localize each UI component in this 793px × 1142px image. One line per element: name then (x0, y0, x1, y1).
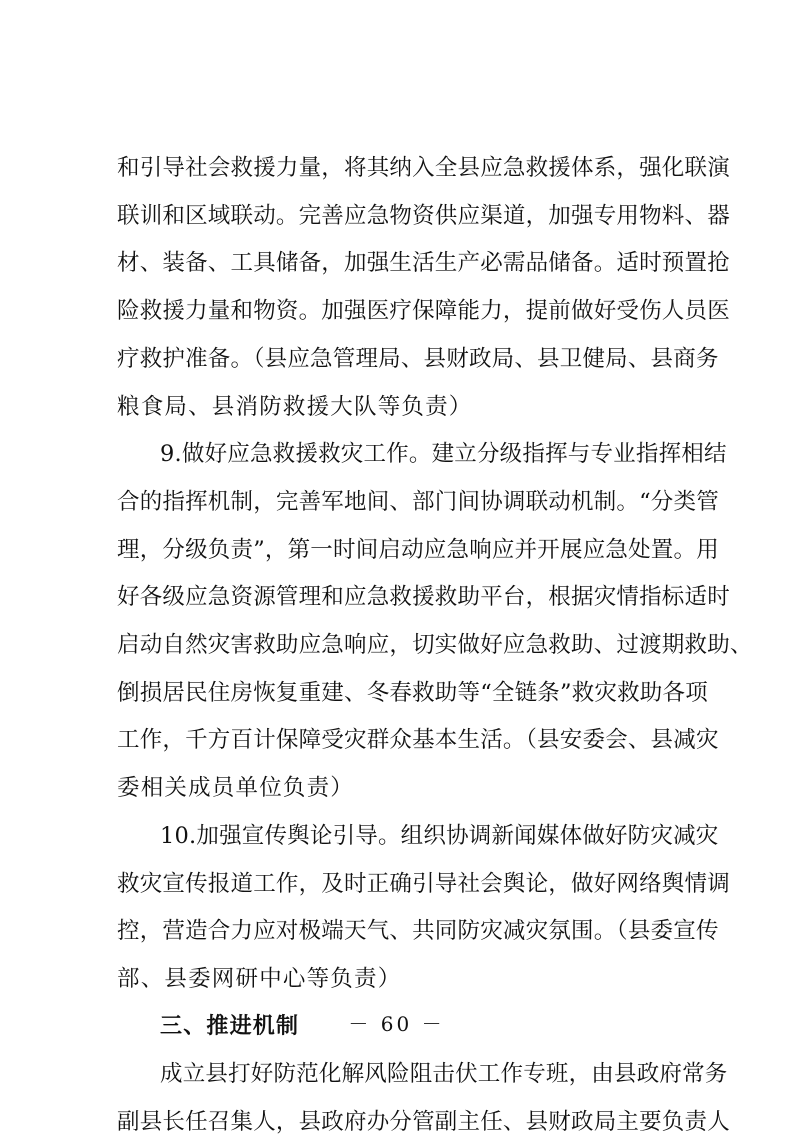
text-line: 成立县打好防范化解风险阻击伏工作专班，由县政府常务 (160, 1061, 728, 1087)
paragraph-item-10: 10.加强宣传舆论引导。组织协调新闻媒体做好防灾减灾 (160, 823, 719, 849)
text-line: 控，营造合力应对极端天气、共同防灾减灾氛围。（县委宣传 (117, 918, 719, 944)
text-line: 工作，千方百计保障受灾群众基本生活。（县安委会、县减灾 (117, 727, 719, 753)
text-line: 联训和区域联动。完善应急物资供应渠道，加强专用物料、器 (117, 203, 730, 229)
text-line: 理，分级负责”，第一时间启动应急响应并开展应急处置。用 (117, 537, 719, 563)
text-line: 和引导社会救援力量，将其纳入全县应急救援体系，强化联演 (117, 155, 730, 181)
text-line: 启动自然灾害救助应急响应，切实做好应急救助、过渡期救助、 (117, 632, 753, 658)
text-line: 险救援力量和物资。加强医疗保障能力，提前做好受伤人员医 (117, 298, 730, 324)
text-line: 部、县委网研中心等负责） (117, 966, 402, 992)
text-line: 粮食局、县消防救援大队等负责） (117, 394, 473, 420)
text-line: 委相关成员单位负责） (117, 775, 355, 801)
text-line: 倒损居民住房恢复重建、冬春救助等“全链条”救灾救助各项 (117, 680, 708, 706)
text-line: 副县长任召集人，县政府办分管副主任、县财政局主要负责人 (117, 1109, 730, 1135)
page-number: － 60 － (348, 1012, 445, 1036)
text-line: 好各级应急资源管理和应急救援救助平台，根据灾情指标适时 (117, 584, 730, 610)
text-line: 材、装备、工具储备，加强生活生产必需品储备。适时预置抢 (117, 250, 730, 276)
text-line: 疗救护准备。（县应急管理局、县财政局、县卫健局、县商务 (117, 346, 719, 372)
section-heading: 三、推进机制 (160, 1014, 300, 1039)
text-line: 合的指挥机制，完善军地间、部门间协调联动机制。“分类管 (117, 489, 719, 515)
text-line: 救灾宣传报道工作，及时正确引导社会舆论，做好网络舆情调 (117, 871, 730, 897)
paragraph-item-9: 9.做好应急救援救灾工作。建立分级指挥与专业指挥相结 (160, 441, 727, 467)
